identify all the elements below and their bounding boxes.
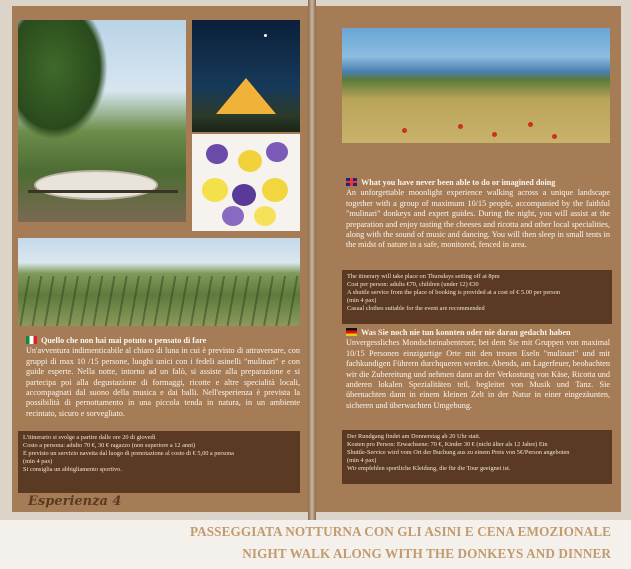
italian-info-line: (min 4 pax) [23, 458, 53, 466]
italian-info-line: L'itinerario si svolge a partire dalle ore 20 di giovedì [23, 434, 156, 441]
pansy [222, 206, 244, 226]
experience-label: Esperienza 4 [28, 494, 122, 509]
italian-body: Un'avventura indimenticabile al chiaro di luna in cui è previsto di attraversare, con gruppi di max 10 /15 persone, luoghi unici con i fedeli asinelli "mulinari" e con guide esperte. Nella notte, intorno ad un falò, si assiste alla preparazione e si partecipa poi alla degustazione di formaggi, ricotte e altre specialità locali, accompagnati dal suono della musica e dai balli. Nell'esperienza è prevista la possibilità di pernottamento in una piccola tenda in natura, in un ambiente recintato, sicuro e sorvegliato. [26, 346, 300, 418]
title-strip [0, 520, 631, 569]
pansy [232, 184, 256, 206]
english-info-box [342, 270, 612, 324]
german-info-line: Shuttle-Service wird vom Ort der Buchung aus zu einem Preis von 5€/Person angeboten [347, 449, 570, 457]
english-info-line: The itinerary will take place on Thursdays setting off at 8pm [347, 273, 500, 280]
italian-text [26, 336, 300, 419]
poppy [552, 134, 557, 139]
pansy [262, 178, 288, 202]
tent [216, 78, 276, 114]
english-text [346, 178, 610, 251]
english-info-line: A shuttle service from the place of booking is provided at a cost of € 5.00 per person [347, 289, 560, 297]
english-info-line: (min 4 pax) [347, 297, 377, 305]
garden-chairs [28, 190, 178, 222]
title-english: NIGHT WALK ALONG WITH THE DONKEYS AND DINNER [242, 546, 611, 561]
pansies-photo [192, 134, 300, 231]
spine [308, 0, 316, 520]
title-italian: PASSEGGIATA NOTTURNA CON GLI ASINI E CENA EMOZIONALE [189, 524, 611, 539]
tent-night-photo [192, 20, 300, 132]
poppy [528, 122, 533, 127]
field-rows [18, 276, 300, 326]
star [264, 34, 267, 37]
italian-flag-icon [26, 336, 37, 344]
german-info-line: Wir empfehlen sportliche Kleidung, die für die Tour geeignet ist. [347, 465, 511, 473]
german-info-box [342, 430, 612, 484]
field-photo [18, 238, 300, 326]
german-heading: Was Sie noch nie tun konnten oder nie daran gedacht haben [361, 328, 571, 337]
poppy [458, 124, 463, 129]
pansy [266, 142, 288, 162]
pansy [254, 206, 276, 226]
german-info-line: Kosten pro Person: Erwachsene: 70 €, Kinder 30 € (nicht älter als 12 Jahre) Ein [347, 441, 548, 449]
german-body: Unvergessliches Mondscheinabenteuer, bei dem Sie mit Gruppen von maximal 10/15 Personen einzigartige Orte mit den treuen Eseln "mulinari" und mit fachkundigen Führern durchqueren werden. Abends, am Lagerfeuer, beobachten wir die Zubereitung und nehmen dann an der Verkostung von Käse, Ricotta und anderen lokalen Spezialitäten teil, begleitet von Musik und Tanz. Sie übernachten dann in einem kleinen Zelt in der Natur in einer eingezäunten, sicheren und überwachten Umgebung. [346, 338, 610, 410]
italian-heading: Quello che non hai mai potuto o pensato di fare [41, 336, 207, 345]
pansy [202, 178, 228, 202]
english-body: An unforgettable moonlight experience walking across a unique landscape together with a group of maximum 10/15 people, accompanied by the faithful "mulinari" donkeys and expert guides. During the night, you will assist at the preparation and enjoy tasting the cheeses and ricotta and other local specialities, along with the sound of music and dancing. You will then sleep in small tents in the midst of nature in a safe, monitored, fenced in area. [346, 188, 610, 250]
italian-info-line: Si consiglia un abbigliamento sportivo. [23, 466, 122, 474]
pansy [238, 150, 262, 172]
italian-info-box [18, 431, 300, 493]
pansy [206, 144, 228, 164]
german-text [346, 328, 610, 411]
italian-info-line: È previsto un servizio navetta dal luogo di prenotazione al costo di € 5,00 a persona [23, 450, 234, 458]
english-info-line: Casual clothes suitable for the event are recommended [347, 305, 485, 313]
garden-photo [18, 20, 186, 222]
left-page [12, 6, 308, 512]
right-page [316, 6, 621, 512]
english-info-line: Cost per person: adults €70, children (under 12) €30 [347, 281, 479, 289]
german-info-line: (min 4 pax) [347, 457, 377, 465]
poppy [492, 132, 497, 137]
english-heading: What you have never been able to do or imagined doing [361, 178, 556, 187]
poppy [402, 128, 407, 133]
garden-tree [18, 20, 108, 140]
uk-flag-icon [346, 178, 357, 186]
meadow-sea-photo [342, 28, 610, 143]
italian-info-line: Costo a persona: adulto 70 €, 30 € ragazzo (non superiore a 12 anni) [23, 442, 196, 450]
german-info-line: Der Rundgang findet am Donnerstag ab 20 Uhr statt. [347, 433, 481, 440]
german-flag-icon [346, 328, 357, 336]
